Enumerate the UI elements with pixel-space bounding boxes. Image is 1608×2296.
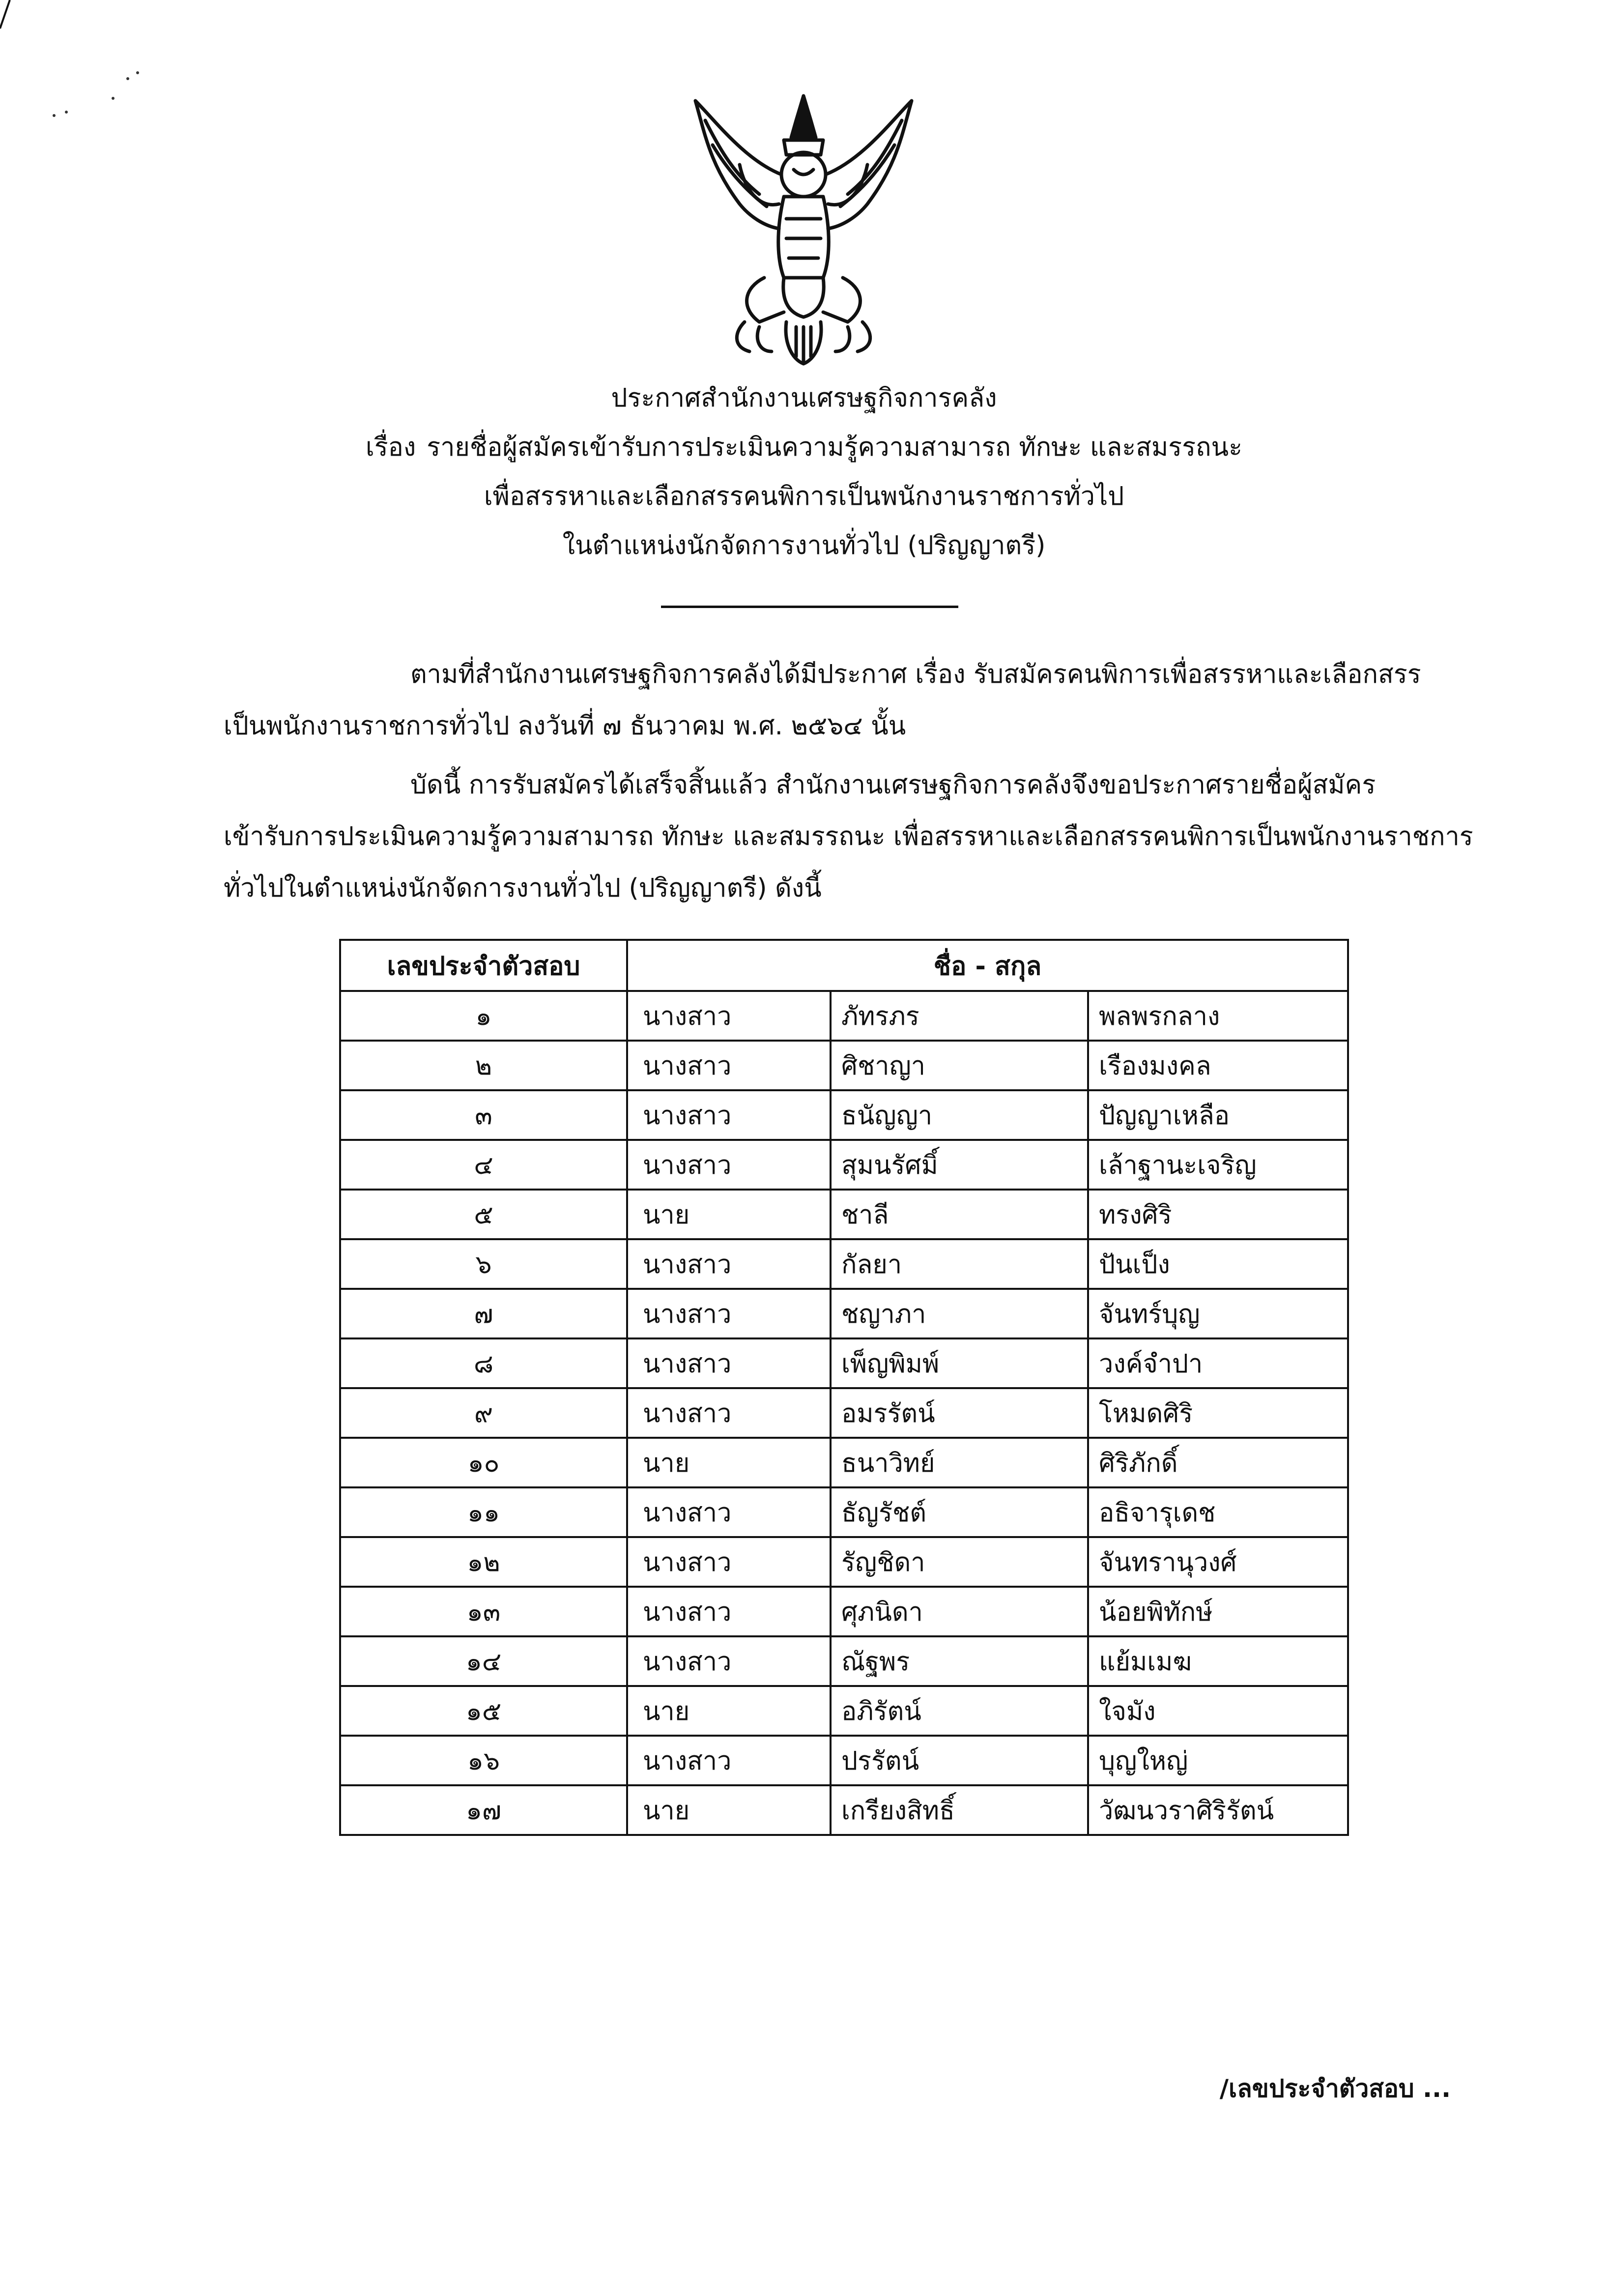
table-body <box>340 991 1348 1835</box>
first-name-cell: ณัฐพร <box>831 1636 1088 1686</box>
first-name-cell: อภิรัตน์ <box>831 1686 1088 1736</box>
table-row <box>340 1785 1348 1835</box>
table-row <box>340 1289 1348 1338</box>
title-prefix-cell: นางสาว <box>627 1090 831 1140</box>
last-name-cell: พลพรกลาง <box>1088 991 1348 1041</box>
subject-line-1: รายชื่อผู้สมัครเข้ารับการประเมินความรู้ความสามารถ ทักษะ และสมรรถนะ <box>427 433 1243 462</box>
last-name-cell: ใจมัง <box>1088 1686 1348 1736</box>
first-name-cell: ชาลี <box>831 1190 1088 1239</box>
title-prefix-cell: นาย <box>627 1438 831 1487</box>
table-row <box>340 1140 1348 1190</box>
first-name-cell: กัลยา <box>831 1239 1088 1289</box>
paragraph-line: เป็นพนักงานราชการทั่วไป ลงวันที่ ๗ ธันวาคม พ.ศ. ๒๕๖๔ นั้น <box>224 711 906 741</box>
last-name-cell: แย้มเมฆ <box>1088 1636 1348 1686</box>
last-name-cell: น้อยพิทักษ์ <box>1088 1587 1348 1636</box>
first-name-cell: ภัทรภร <box>831 991 1088 1041</box>
scan-specks <box>44 69 143 123</box>
continuation-note: /เลขประจำตัวสอบ ... <box>1219 2074 1451 2103</box>
title-prefix-cell: นางสาว <box>627 991 831 1041</box>
title-prefix-cell: นางสาว <box>627 1388 831 1438</box>
table-row <box>340 1190 1348 1239</box>
first-name-cell: ศิชาญา <box>831 1041 1088 1090</box>
last-name-cell: บุญใหญ่ <box>1088 1736 1348 1785</box>
title-prefix-cell: นาย <box>627 1785 831 1835</box>
last-name-cell: ศิริภักดิ์ <box>1088 1438 1348 1487</box>
last-name-cell: วัฒนวราศิริรัตน์ <box>1088 1785 1348 1835</box>
announcement-heading <box>0 374 1608 570</box>
last-name-cell: ปันเป็ง <box>1088 1239 1348 1289</box>
table-row <box>340 1736 1348 1785</box>
title-prefix-cell: นางสาว <box>627 1537 831 1587</box>
last-name-cell: อธิจารุเดช <box>1088 1487 1348 1537</box>
title-prefix-cell: นางสาว <box>627 1736 831 1785</box>
first-name-cell: ศุภนิดา <box>831 1587 1088 1636</box>
scan-corner-mark <box>0 0 20 29</box>
exam-id-cell: ๔ <box>340 1140 627 1190</box>
table-row <box>340 1537 1348 1587</box>
table-row <box>340 1636 1348 1686</box>
table-row <box>340 1338 1348 1388</box>
exam-id-cell: ๑๒ <box>340 1537 627 1587</box>
heading-separator <box>661 606 958 608</box>
exam-id-cell: ๑๑ <box>340 1487 627 1537</box>
paragraph-reference <box>224 649 1462 752</box>
table-row <box>340 1438 1348 1487</box>
exam-id-cell: ๙ <box>340 1388 627 1438</box>
paragraph-line: บัดนี้ การรับสมัครได้เสร็จสิ้นแล้ว สำนักงานเศรษฐกิจการคลังจึงขอประกาศรายชื่อผู้สมัคร <box>410 770 1376 800</box>
table-row <box>340 1239 1348 1289</box>
table-row <box>340 1388 1348 1438</box>
announcement-subject <box>0 423 1608 472</box>
last-name-cell: จันทรานุวงศ์ <box>1088 1537 1348 1587</box>
exam-id-cell: ๕ <box>340 1190 627 1239</box>
header-full-name: ชื่อ - สกุล <box>627 940 1348 991</box>
first-name-cell: ธัญรัชต์ <box>831 1487 1088 1537</box>
exam-id-cell: ๑ <box>340 991 627 1041</box>
paragraph-line: เข้ารับการประเมินความรู้ความสามารถ ทักษะ และสมรรถนะ เพื่อสรรหาและเลือกสรรคนพิการเป็นพนักงานราชการ <box>224 822 1473 851</box>
title-prefix-cell: นางสาว <box>627 1041 831 1090</box>
first-name-cell: เพ็ญพิมพ์ <box>831 1338 1088 1388</box>
title-prefix-cell: นางสาว <box>627 1587 831 1636</box>
paragraph-line: ทั่วไปในตำแหน่งนักจัดการงานทั่วไป (ปริญญาตรี) ดังนี้ <box>224 873 822 903</box>
subject-line-3: ในตำแหน่งนักจัดการงานทั่วไป (ปริญญาตรี) <box>562 531 1046 560</box>
first-name-cell: ธนัญญา <box>831 1090 1088 1140</box>
table-row <box>340 1487 1348 1537</box>
last-name-cell: วงค์จำปา <box>1088 1338 1348 1388</box>
last-name-cell: โหมดศิริ <box>1088 1388 1348 1438</box>
subject-line-2: เพื่อสรรหาและเลือกสรรคนพิการเป็นพนักงานราชการทั่วไป <box>484 482 1124 511</box>
first-name-cell: เกรียงสิทธิ์ <box>831 1785 1088 1835</box>
exam-id-cell: ๖ <box>340 1239 627 1289</box>
title-prefix-cell: นาย <box>627 1190 831 1239</box>
garuda-emblem <box>686 91 921 366</box>
title-prefix-cell: นางสาว <box>627 1239 831 1289</box>
title-prefix-cell: นาย <box>627 1686 831 1736</box>
title-prefix-cell: นางสาว <box>627 1487 831 1537</box>
first-name-cell: ธนาวิทย์ <box>831 1438 1088 1487</box>
first-name-cell: อมรรัตน์ <box>831 1388 1088 1438</box>
exam-id-cell: ๑๗ <box>340 1785 627 1835</box>
last-name-cell: ทรงศิริ <box>1088 1190 1348 1239</box>
table-row <box>340 1090 1348 1140</box>
exam-id-cell: ๘ <box>340 1338 627 1388</box>
first-name-cell: รัญชิดา <box>831 1537 1088 1587</box>
table-row <box>340 1587 1348 1636</box>
table-header-row <box>340 940 1348 991</box>
exam-id-cell: ๗ <box>340 1289 627 1338</box>
paragraph-line: ตามที่สำนักงานเศรษฐกิจการคลังได้มีประกาศ เรื่อง รับสมัครคนพิการเพื่อสรรหาและเลือกสรร <box>410 660 1421 689</box>
table-row <box>340 1041 1348 1090</box>
exam-id-cell: ๑๔ <box>340 1636 627 1686</box>
exam-id-cell: ๑๖ <box>340 1736 627 1785</box>
last-name-cell: จันทร์บุญ <box>1088 1289 1348 1338</box>
exam-id-cell: ๑๕ <box>340 1686 627 1736</box>
candidate-table <box>339 939 1349 1836</box>
exam-id-cell: ๓ <box>340 1090 627 1140</box>
header-exam-id: เลขประจำตัวสอบ <box>340 940 627 991</box>
title-prefix-cell: นางสาว <box>627 1636 831 1686</box>
first-name-cell: ปรรัตน์ <box>831 1736 1088 1785</box>
title-prefix-cell: นางสาว <box>627 1140 831 1190</box>
title-prefix-cell: นางสาว <box>627 1289 831 1338</box>
last-name-cell: เรืองมงคล <box>1088 1041 1348 1090</box>
exam-id-cell: ๑๓ <box>340 1587 627 1636</box>
table-row <box>340 991 1348 1041</box>
title-prefix-cell: นางสาว <box>627 1338 831 1388</box>
table-row <box>340 1686 1348 1736</box>
last-name-cell: ปัญญาเหลือ <box>1088 1090 1348 1140</box>
exam-id-cell: ๒ <box>340 1041 627 1090</box>
exam-id-cell: ๑๐ <box>340 1438 627 1487</box>
last-name-cell: เล้าฐานะเจริญ <box>1088 1140 1348 1190</box>
subject-label: เรื่อง <box>365 433 416 462</box>
paragraph-announcement <box>224 759 1473 914</box>
first-name-cell: ชญาภา <box>831 1289 1088 1338</box>
first-name-cell: สุมนรัศมิ์ <box>831 1140 1088 1190</box>
announcement-title: ประกาศสำนักงานเศรษฐกิจการคลัง <box>611 383 997 413</box>
